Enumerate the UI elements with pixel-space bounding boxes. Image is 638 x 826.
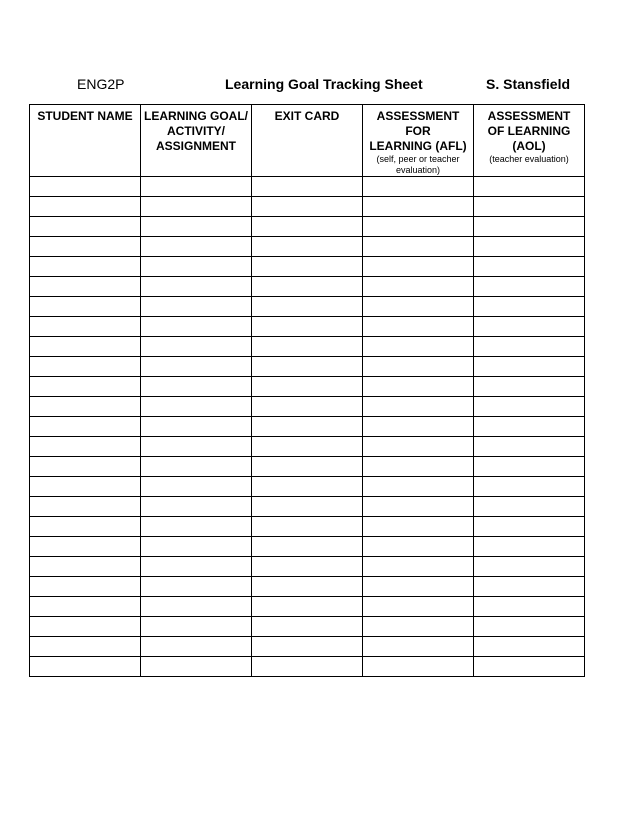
table-cell[interactable] (30, 437, 141, 457)
table-cell[interactable] (30, 497, 141, 517)
table-cell[interactable] (252, 437, 363, 457)
table-cell[interactable] (30, 417, 141, 437)
table-cell[interactable] (30, 317, 141, 337)
table-cell[interactable] (474, 397, 585, 417)
table-cell[interactable] (363, 197, 474, 217)
table-cell[interactable] (474, 377, 585, 397)
table-cell[interactable] (141, 377, 252, 397)
table-cell[interactable] (363, 357, 474, 377)
table-cell[interactable] (363, 437, 474, 457)
table-cell[interactable] (474, 437, 585, 457)
table-cell[interactable] (252, 537, 363, 557)
table-cell[interactable] (141, 257, 252, 277)
table-row (30, 397, 585, 417)
table-cell[interactable] (30, 537, 141, 557)
table-cell[interactable] (363, 317, 474, 337)
column-header-learning-goal: LEARNING GOAL/ ACTIVITY/ ASSIGNMENT (141, 105, 252, 177)
table-row (30, 337, 585, 357)
table-cell[interactable] (363, 297, 474, 317)
table-cell[interactable] (252, 197, 363, 217)
table-cell[interactable] (30, 237, 141, 257)
table-cell[interactable] (30, 557, 141, 577)
table-row (30, 177, 585, 197)
table-cell[interactable] (141, 297, 252, 317)
table-cell[interactable] (474, 337, 585, 357)
table-cell[interactable] (363, 397, 474, 417)
table-cell[interactable] (30, 597, 141, 617)
table-cell[interactable] (30, 357, 141, 377)
table-cell[interactable] (141, 597, 252, 617)
table-cell[interactable] (30, 477, 141, 497)
table-cell[interactable] (474, 497, 585, 517)
table-cell[interactable] (30, 457, 141, 477)
table-cell[interactable] (474, 617, 585, 637)
table-cell[interactable] (30, 397, 141, 417)
table-cell[interactable] (30, 617, 141, 637)
table-cell[interactable] (252, 477, 363, 497)
table-row (30, 577, 585, 597)
table-cell[interactable] (30, 637, 141, 657)
table-cell[interactable] (252, 217, 363, 237)
table-cell[interactable] (141, 557, 252, 577)
table-cell[interactable] (363, 637, 474, 657)
table-cell[interactable] (363, 517, 474, 537)
table-cell[interactable] (141, 497, 252, 517)
column-header-afl: ASSESSMENT FOR LEARNING (AFL) (self, peer or teacher evaluation) (363, 105, 474, 177)
table-cell[interactable] (252, 377, 363, 397)
table-cell[interactable] (474, 657, 585, 677)
table-cell[interactable] (363, 237, 474, 257)
table-cell[interactable] (252, 337, 363, 357)
table-row (30, 437, 585, 457)
table-cell[interactable] (141, 437, 252, 457)
table-cell[interactable] (141, 337, 252, 357)
table-cell[interactable] (474, 457, 585, 477)
table-cell[interactable] (252, 597, 363, 617)
table-cell[interactable] (474, 297, 585, 317)
table-cell[interactable] (141, 397, 252, 417)
table-row (30, 217, 585, 237)
table-cell[interactable] (30, 657, 141, 677)
table-cell[interactable] (474, 197, 585, 217)
table-cell[interactable] (30, 377, 141, 397)
table-cell[interactable] (363, 337, 474, 357)
table-cell[interactable] (141, 577, 252, 597)
table-row (30, 497, 585, 517)
table-cell[interactable] (252, 317, 363, 337)
table-cell[interactable] (141, 457, 252, 477)
table-cell[interactable] (363, 617, 474, 637)
column-header-aol: ASSESSMENT OF LEARNING (AOL) (teacher evaluation) (474, 105, 585, 177)
table-cell[interactable] (363, 597, 474, 617)
table-cell[interactable] (474, 537, 585, 557)
table-cell[interactable] (252, 657, 363, 677)
table-cell[interactable] (363, 657, 474, 677)
table-cell[interactable] (363, 377, 474, 397)
table-cell[interactable] (474, 217, 585, 237)
table-cell[interactable] (363, 257, 474, 277)
table-cell[interactable] (252, 577, 363, 597)
table-row (30, 357, 585, 377)
table-cell[interactable] (141, 517, 252, 537)
table-cell[interactable] (30, 277, 141, 297)
table-cell[interactable] (252, 357, 363, 377)
table-cell[interactable] (474, 237, 585, 257)
table-cell[interactable] (363, 497, 474, 517)
table-cell[interactable] (363, 177, 474, 197)
table-cell[interactable] (252, 237, 363, 257)
table-cell[interactable] (252, 457, 363, 477)
table-cell[interactable] (141, 617, 252, 637)
table-cell[interactable] (141, 477, 252, 497)
table-cell[interactable] (363, 277, 474, 297)
table-row (30, 417, 585, 437)
table-cell[interactable] (252, 637, 363, 657)
table-cell[interactable] (363, 557, 474, 577)
table-cell[interactable] (141, 217, 252, 237)
table-row (30, 557, 585, 577)
table-cell[interactable] (363, 537, 474, 557)
table-cell[interactable] (474, 257, 585, 277)
table-row (30, 297, 585, 317)
table-cell[interactable] (141, 657, 252, 677)
table-cell[interactable] (141, 637, 252, 657)
table-cell[interactable] (252, 557, 363, 577)
table-cell[interactable] (474, 177, 585, 197)
table-cell[interactable] (30, 177, 141, 197)
table-cell[interactable] (363, 477, 474, 497)
table-cell[interactable] (141, 537, 252, 557)
table-header-row (30, 105, 585, 177)
table-row (30, 377, 585, 397)
table-cell[interactable] (141, 237, 252, 257)
table-cell[interactable] (30, 577, 141, 597)
table-row (30, 277, 585, 297)
table-row (30, 597, 585, 617)
table-cell[interactable] (141, 177, 252, 197)
column-header-student-name: STUDENT NAME (30, 105, 141, 177)
column-subheader-afl: (self, peer or teacher evaluation) (376, 154, 460, 175)
sheet-title: Learning Goal Tracking Sheet (225, 76, 423, 92)
table-cell[interactable] (30, 217, 141, 237)
table-cell[interactable] (474, 277, 585, 297)
document-header (0, 76, 638, 96)
course-code: ENG2P (77, 76, 125, 92)
table-cell[interactable] (30, 337, 141, 357)
table-cell[interactable] (474, 417, 585, 437)
table-row (30, 197, 585, 217)
table-cell[interactable] (474, 477, 585, 497)
column-subheader-aol: (teacher evaluation) (489, 154, 569, 164)
table-row (30, 637, 585, 657)
table-row (30, 457, 585, 477)
table-cell[interactable] (141, 417, 252, 437)
table-cell[interactable] (30, 197, 141, 217)
table-cell[interactable] (30, 297, 141, 317)
table-cell[interactable] (141, 197, 252, 217)
table-cell[interactable] (252, 417, 363, 437)
table-row (30, 477, 585, 497)
table-row (30, 617, 585, 637)
table-cell[interactable] (252, 497, 363, 517)
table-cell[interactable] (474, 597, 585, 617)
table-row (30, 257, 585, 277)
table-cell[interactable] (252, 617, 363, 637)
table-cell[interactable] (30, 257, 141, 277)
table-cell[interactable] (141, 357, 252, 377)
table-cell[interactable] (474, 517, 585, 537)
table-cell[interactable] (363, 577, 474, 597)
table-row (30, 657, 585, 677)
table-cell[interactable] (474, 357, 585, 377)
table-row (30, 317, 585, 337)
table-cell[interactable] (363, 417, 474, 437)
table-cell[interactable] (141, 277, 252, 297)
table-cell[interactable] (252, 517, 363, 537)
table-cell[interactable] (363, 217, 474, 237)
table-row (30, 517, 585, 537)
table-cell[interactable] (252, 297, 363, 317)
table-cell[interactable] (474, 577, 585, 597)
table-cell[interactable] (474, 317, 585, 337)
table-cell[interactable] (252, 397, 363, 417)
table-cell[interactable] (252, 277, 363, 297)
table-cell[interactable] (474, 637, 585, 657)
table-cell[interactable] (252, 177, 363, 197)
column-header-exit-card: EXIT CARD (252, 105, 363, 177)
table-cell[interactable] (30, 517, 141, 537)
tracking-table (29, 104, 585, 677)
table-cell[interactable] (363, 457, 474, 477)
table-row (30, 237, 585, 257)
table-cell[interactable] (474, 557, 585, 577)
table-body (30, 177, 585, 677)
table-row (30, 537, 585, 557)
teacher-name: S. Stansfield (486, 76, 571, 92)
table-cell[interactable] (141, 317, 252, 337)
table-cell[interactable] (252, 257, 363, 277)
